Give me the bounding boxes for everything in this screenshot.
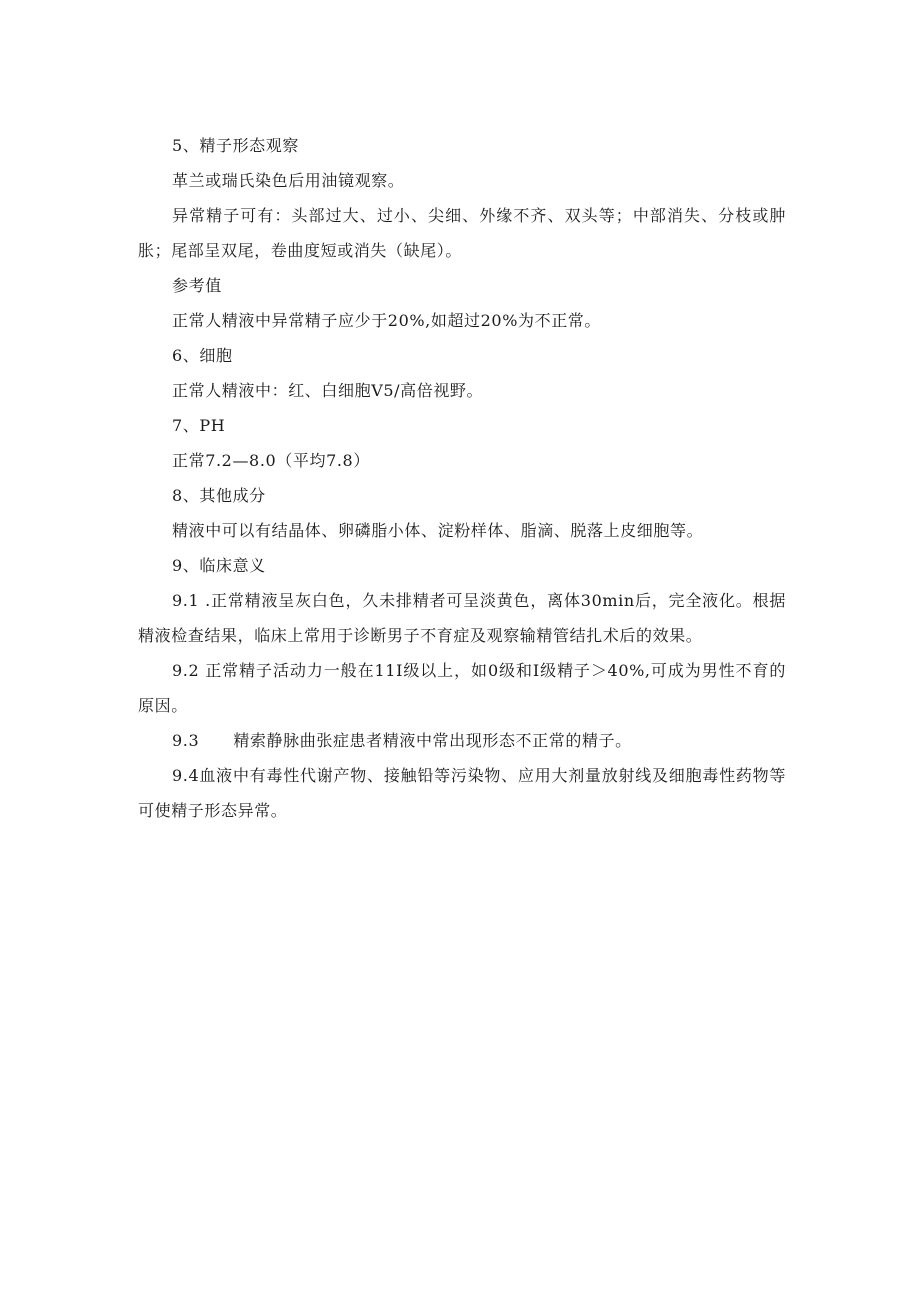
stain-method-text: 革兰或瑞氏染色后用油镜观察。 (172, 171, 405, 190)
clinical-item-9-3: 9.3 精索静脉曲张症患者精液中常出现形态不正常的精子。 (172, 731, 632, 750)
cells-text: 正常人精液中：红、白细胞V5/高倍视野。 (172, 381, 484, 400)
section-heading-7: 7、PH (172, 416, 226, 435)
section-heading-6: 6、细胞 (172, 346, 233, 365)
section-heading-9: 9、临床意义 (172, 556, 266, 575)
ph-text: 正常7.2—8.0（平均7.8） (172, 451, 370, 470)
section-heading-8: 8、其他成分 (172, 486, 266, 505)
other-components-text: 精液中可以有结晶体、卵磷脂小体、淀粉样体、脂滴、脱落上皮细胞等。 (172, 521, 704, 540)
clinical-item-9-4: 9.4血液中有毒性代谢产物、接触铅等污染物、应用大剂量放射线及细胞毒性药物等可使精子形态异常。 (138, 766, 786, 820)
clinical-item-9-2: 9.2 正常精子活动力一般在11I级以上，如0级和I级精子＞40%,可成为男性不育的原因。 (138, 661, 786, 715)
abnormal-sperm-text: 异常精子可有：头部过大、过小、尖细、外缘不齐、双头等；中部消失、分枝或肿胀；尾部呈双尾，卷曲度短或消失（缺尾）。 (138, 206, 786, 260)
section-heading-5: 5、精子形态观察 (172, 136, 299, 155)
reference-value-heading: 参考值 (172, 276, 222, 295)
reference-value-text: 正常人精液中异常精子应少于20%,如超过20%为不正常。 (172, 311, 602, 330)
clinical-item-9-1: 9.1 .正常精液呈灰白色，久未排精者可呈淡黄色，离体30min后，完全液化。根据精液检查结果，临床上常用于诊断男子不育症及观察输精管结扎术后的效果。 (138, 591, 786, 645)
document-body (138, 128, 786, 828)
